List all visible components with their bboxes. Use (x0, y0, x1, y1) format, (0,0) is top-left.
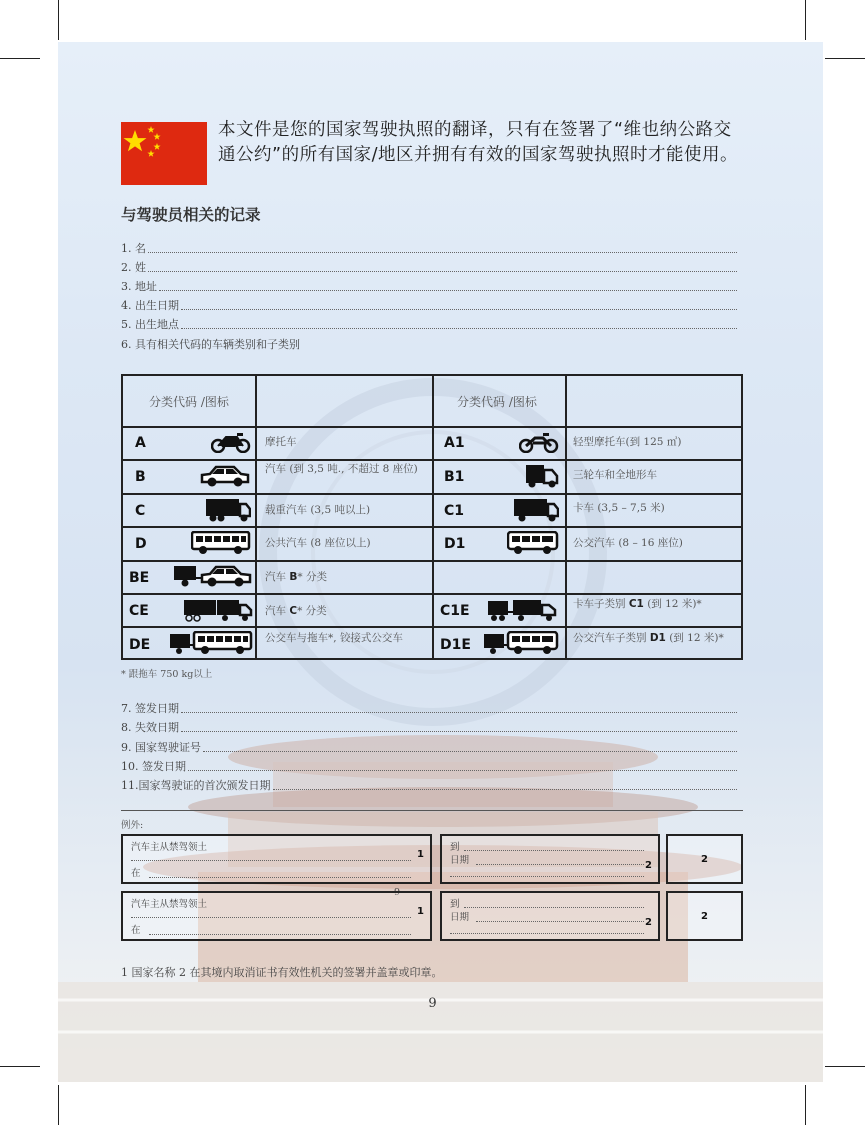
field-birth-date[interactable] (121, 297, 737, 313)
field-label: 1. 名 (121, 242, 146, 255)
field-line (181, 712, 737, 713)
stray-mark: 9 (394, 887, 401, 898)
category-code: D1E (440, 637, 471, 653)
truck-trailer-icon (183, 598, 253, 622)
motorcycle-icon (211, 431, 251, 453)
desc-part: * 分类 (297, 605, 327, 617)
category-code: D1 (444, 536, 466, 552)
desc-part: (到 12 米)* (643, 598, 702, 610)
field-line (181, 309, 737, 310)
exception-text: 日期 (450, 912, 470, 923)
intro-text: 本文件是您的国家驾驶执照的翻译，只有在签署了“维也纳公路交通公约”的所有国家/地区并拥有有效的国家驾驶执照时才能使用。 (218, 120, 738, 165)
exception-territory-box[interactable] (121, 834, 432, 884)
category-description: 公交车与拖车*, 铰接式公交车 (265, 632, 403, 644)
desc-part: (到 12 米)* (665, 632, 724, 644)
category-code: D (135, 536, 147, 552)
field-line (131, 917, 411, 918)
table-divider (123, 560, 741, 562)
field-last-name[interactable] (121, 259, 737, 275)
table-header-right: 分类代码 /图标 (457, 395, 537, 409)
field-line (181, 731, 737, 732)
field-line (273, 789, 738, 790)
field-expiry-date[interactable] (121, 719, 737, 735)
category-description: 轻型摩托车(到 125 ㎥) (573, 436, 682, 448)
category-code: C1 (444, 503, 465, 519)
footnote-marker: 2 (701, 911, 708, 922)
page-number: 9 (428, 996, 437, 1011)
field-first-issue-date[interactable] (121, 777, 737, 793)
crop-mark (58, 0, 59, 40)
category-description (265, 571, 327, 583)
category-code: A1 (444, 435, 465, 451)
divider (121, 810, 743, 811)
category-code: BE (129, 570, 150, 586)
field-label: 9. 国家驾驶证号 (121, 741, 201, 754)
field-label: 11.国家驾驶证的首次颁发日期 (121, 779, 271, 792)
category-code: C (135, 503, 146, 519)
category-code: A (135, 435, 146, 451)
table-footnote: * 跟拖车 750 kg以上 (121, 669, 213, 680)
footnote-marker: 1 (417, 849, 424, 860)
exception-text: 汽车主从禁驾领土 (131, 899, 208, 910)
table-divider (123, 426, 741, 428)
table-header-left: 分类代码 /图标 (149, 395, 229, 409)
bus-trailer-icon (169, 631, 253, 655)
desc-part: 汽车 (265, 571, 290, 583)
table-divider (123, 626, 741, 628)
field-label: 6. 具有相关代码的车辆类别和子类别 (121, 338, 300, 351)
field-line (149, 877, 411, 878)
field-line (450, 933, 644, 934)
category-description (573, 632, 733, 644)
table-divider (123, 593, 741, 595)
field-line (476, 864, 644, 865)
exception-stamp-box[interactable] (666, 891, 743, 941)
small-truck-icon (513, 498, 559, 522)
exception-text: 到 (450, 842, 460, 853)
field-address[interactable] (121, 278, 737, 294)
field-line (464, 850, 644, 851)
field-issue-date-2[interactable] (121, 758, 737, 774)
exception-date-box[interactable] (440, 834, 660, 884)
field-line (149, 934, 411, 935)
category-code: B (135, 469, 146, 485)
section-title: 与驾驶员相关的记录 (121, 206, 261, 224)
field-line (148, 271, 737, 272)
category-description: 公共汽车 (8 座位以上) (265, 537, 371, 549)
category-description: 三轮车和全地形车 (573, 469, 657, 481)
field-label: 8. 失效日期 (121, 721, 179, 734)
exception-stamp-box[interactable] (666, 834, 743, 884)
crop-mark (805, 1085, 806, 1125)
table-divider (123, 526, 741, 528)
crop-mark (825, 58, 865, 59)
minibus-trailer-icon (483, 631, 559, 655)
field-line (476, 921, 644, 922)
field-label: 10. 签发日期 (121, 760, 186, 773)
field-line (188, 770, 737, 771)
field-line (148, 252, 737, 253)
category-description: 汽车 (到 3,5 吨., 不超过 8 座位) (265, 463, 418, 475)
desc-part: 汽车 (265, 605, 290, 617)
category-code: CE (129, 603, 149, 619)
category-code: C1E (440, 603, 470, 619)
car-icon (199, 464, 251, 488)
table-divider (123, 459, 741, 461)
footnote-marker: 2 (645, 917, 652, 928)
vehicle-category-table (121, 374, 743, 660)
table-divider (255, 376, 257, 658)
tricycle-icon (525, 464, 559, 488)
footnote-marker: 2 (701, 854, 708, 865)
field-line (464, 907, 644, 908)
exception-text: 在 (131, 925, 141, 936)
china-flag-icon (121, 122, 207, 185)
field-line (131, 860, 411, 861)
field-issue-date[interactable] (121, 700, 737, 716)
field-label: 2. 姓 (121, 261, 146, 274)
bus-icon (191, 531, 251, 555)
exception-text: 到 (450, 899, 460, 910)
exceptions-label: 例外: (121, 820, 144, 831)
category-description (265, 605, 327, 617)
desc-code: B (289, 571, 298, 583)
exception-date-box[interactable] (440, 891, 660, 941)
footnote-marker: 2 (645, 860, 652, 871)
table-divider (565, 376, 567, 658)
desc-code: D1 (649, 632, 666, 644)
category-description: 公交汽车 (8 – 16 座位) (573, 537, 683, 549)
field-label: 4. 出生日期 (121, 299, 179, 312)
table-divider (432, 376, 434, 658)
small-truck-trailer-icon (487, 598, 559, 622)
footer-note: 1 国家名称 2 在其境内取消证书有效性机关的签署并盖章或印章。 (121, 966, 443, 979)
desc-part: 卡车子类别 (573, 598, 629, 610)
crop-mark (805, 0, 806, 40)
field-label: 7. 签发日期 (121, 702, 179, 715)
exception-text: 在 (131, 868, 141, 879)
field-line (181, 328, 737, 329)
crop-mark (58, 1085, 59, 1125)
field-license-number[interactable] (121, 739, 737, 755)
crop-mark (0, 58, 40, 59)
car-trailer-icon (173, 564, 253, 588)
category-description: 载重汽车 (3,5 吨以上) (265, 504, 371, 516)
light-motorcycle-icon (519, 431, 559, 453)
table-divider (123, 493, 741, 495)
category-code: DE (129, 637, 151, 653)
desc-code: C (289, 605, 298, 617)
desc-part: * 分类 (297, 571, 327, 583)
category-description: 摩托车 (265, 436, 297, 448)
desc-part: 公交汽车子类别 (573, 632, 650, 644)
desc-code: C1 (628, 598, 644, 610)
exception-text: 日期 (450, 855, 470, 866)
field-line (159, 290, 737, 291)
truck-icon (205, 498, 251, 522)
field-label: 5. 出生地点 (121, 318, 179, 331)
crop-mark (0, 1066, 40, 1067)
field-label: 3. 地址 (121, 280, 157, 293)
exception-territory-box[interactable] (121, 891, 432, 941)
footnote-marker: 1 (417, 906, 424, 917)
category-description (573, 598, 739, 610)
field-first-name[interactable] (121, 240, 737, 256)
category-code: B1 (444, 469, 465, 485)
field-birth-place[interactable] (121, 316, 737, 332)
category-description: 卡车 (3,5 – 7,5 米) (573, 502, 665, 514)
field-line (203, 751, 737, 752)
field-line (450, 876, 644, 877)
exception-text: 汽车主从禁驾领土 (131, 842, 208, 853)
crop-mark (825, 1066, 865, 1067)
minibus-icon (507, 531, 559, 555)
field-vehicle-categories (121, 336, 737, 352)
